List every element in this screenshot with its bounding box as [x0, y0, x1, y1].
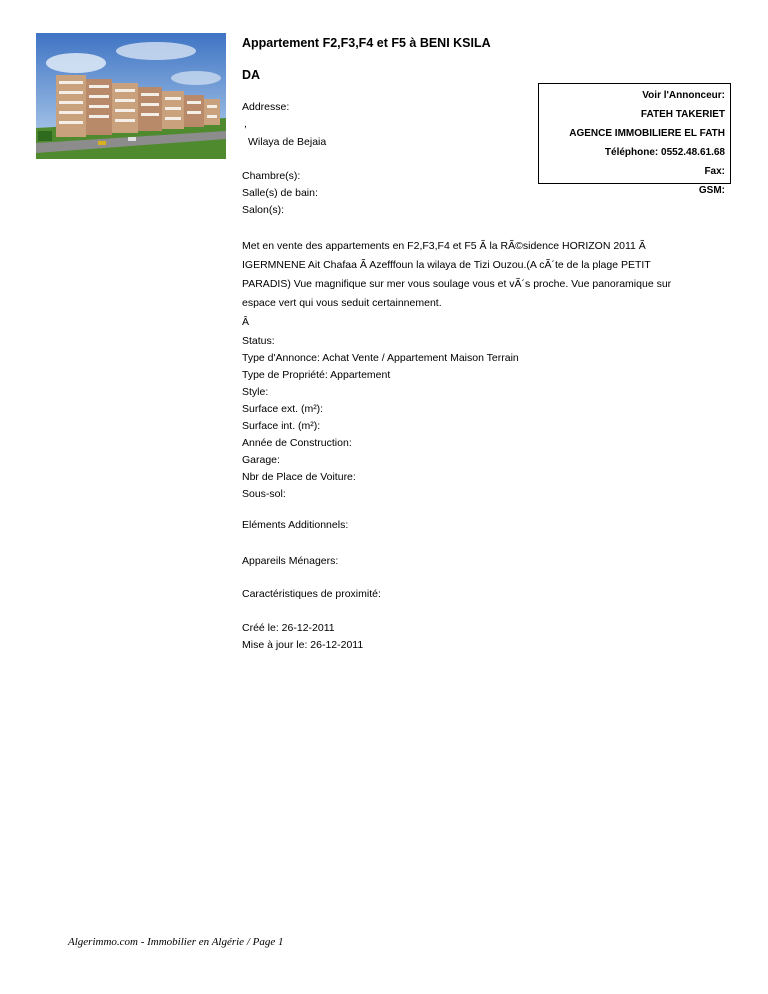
places-voiture-field: Nbr de Place de Voiture: — [242, 471, 356, 483]
updated-date: Mise à jour le: 26-12-2011 — [242, 639, 364, 651]
address-line2: Wilaya de Bejaia — [248, 136, 327, 148]
appareils-menagers-field: Appareils Ménagers: — [242, 555, 339, 567]
living-rooms-label: Salon(s): — [242, 204, 285, 216]
building-illustration — [36, 33, 226, 159]
contact-heading[interactable]: Voir l'Annonceur: — [642, 90, 725, 101]
contact-agency: AGENCE IMMOBILIERE EL FATH — [569, 128, 725, 139]
contact-gsm: GSM: — [698, 185, 725, 196]
description-text: Met en vente des appartements en F2,F3,F4 et F5 Ã la RÃ©sidence HORIZON 2011 Ã IGERMNENE Ait Chafaa Ã Azefffoun la wilaya de Tizi Ouzou.(A cÃ´te de la plage PETIT PARADIS) Vue magnifique sur mer vous soulage vous et vÃ´s proche. Vue panoramique sur espace vert qui vous seduit certainnement. — [242, 240, 672, 309]
garage-field: Garage: — [242, 454, 280, 466]
elements-additionnels-field: Eléments Additionnels: — [242, 519, 349, 531]
status-field: Status: — [242, 335, 275, 347]
annee-construction-field: Année de Construction: — [242, 437, 352, 449]
surface-ext-field: Surface ext. (m²): — [242, 403, 324, 415]
contact-box — [538, 83, 731, 196]
property-photo — [36, 33, 226, 159]
sous-sol-field: Sous-sol: — [242, 488, 286, 500]
contact-phone: Téléphone: 0552.48.61.68 — [604, 147, 725, 158]
description-extra: Â — [242, 316, 250, 328]
contact-name: FATEH TAKERIET — [640, 109, 725, 120]
address-line1: , — [244, 118, 247, 130]
bathrooms-label: Salle(s) de bain: — [242, 187, 318, 199]
listing-title: Appartement F2,F3,F4 et F5 à BENI KSILA — [242, 36, 491, 50]
style-field: Style: — [242, 386, 269, 398]
type-annonce-field: Type d'Annonce: Achat Vente / Appartement Maison Terrain — [242, 352, 519, 364]
listing-currency: DA — [242, 68, 261, 82]
description — [242, 237, 672, 332]
bedrooms-label: Chambre(s): — [242, 170, 301, 182]
type-propriete-field: Type de Propriété: Appartement — [242, 369, 391, 381]
contact-fax: Fax: — [704, 166, 725, 177]
address-label: Addresse: — [242, 101, 290, 113]
created-date: Créé le: 26-12-2011 — [242, 622, 335, 634]
proximite-field: Caractéristiques de proximité: — [242, 588, 381, 600]
page-footer: Algerimmo.com - Immobilier en Algérie / Page 1 — [68, 936, 284, 948]
surface-int-field: Surface int. (m²): — [242, 420, 321, 432]
